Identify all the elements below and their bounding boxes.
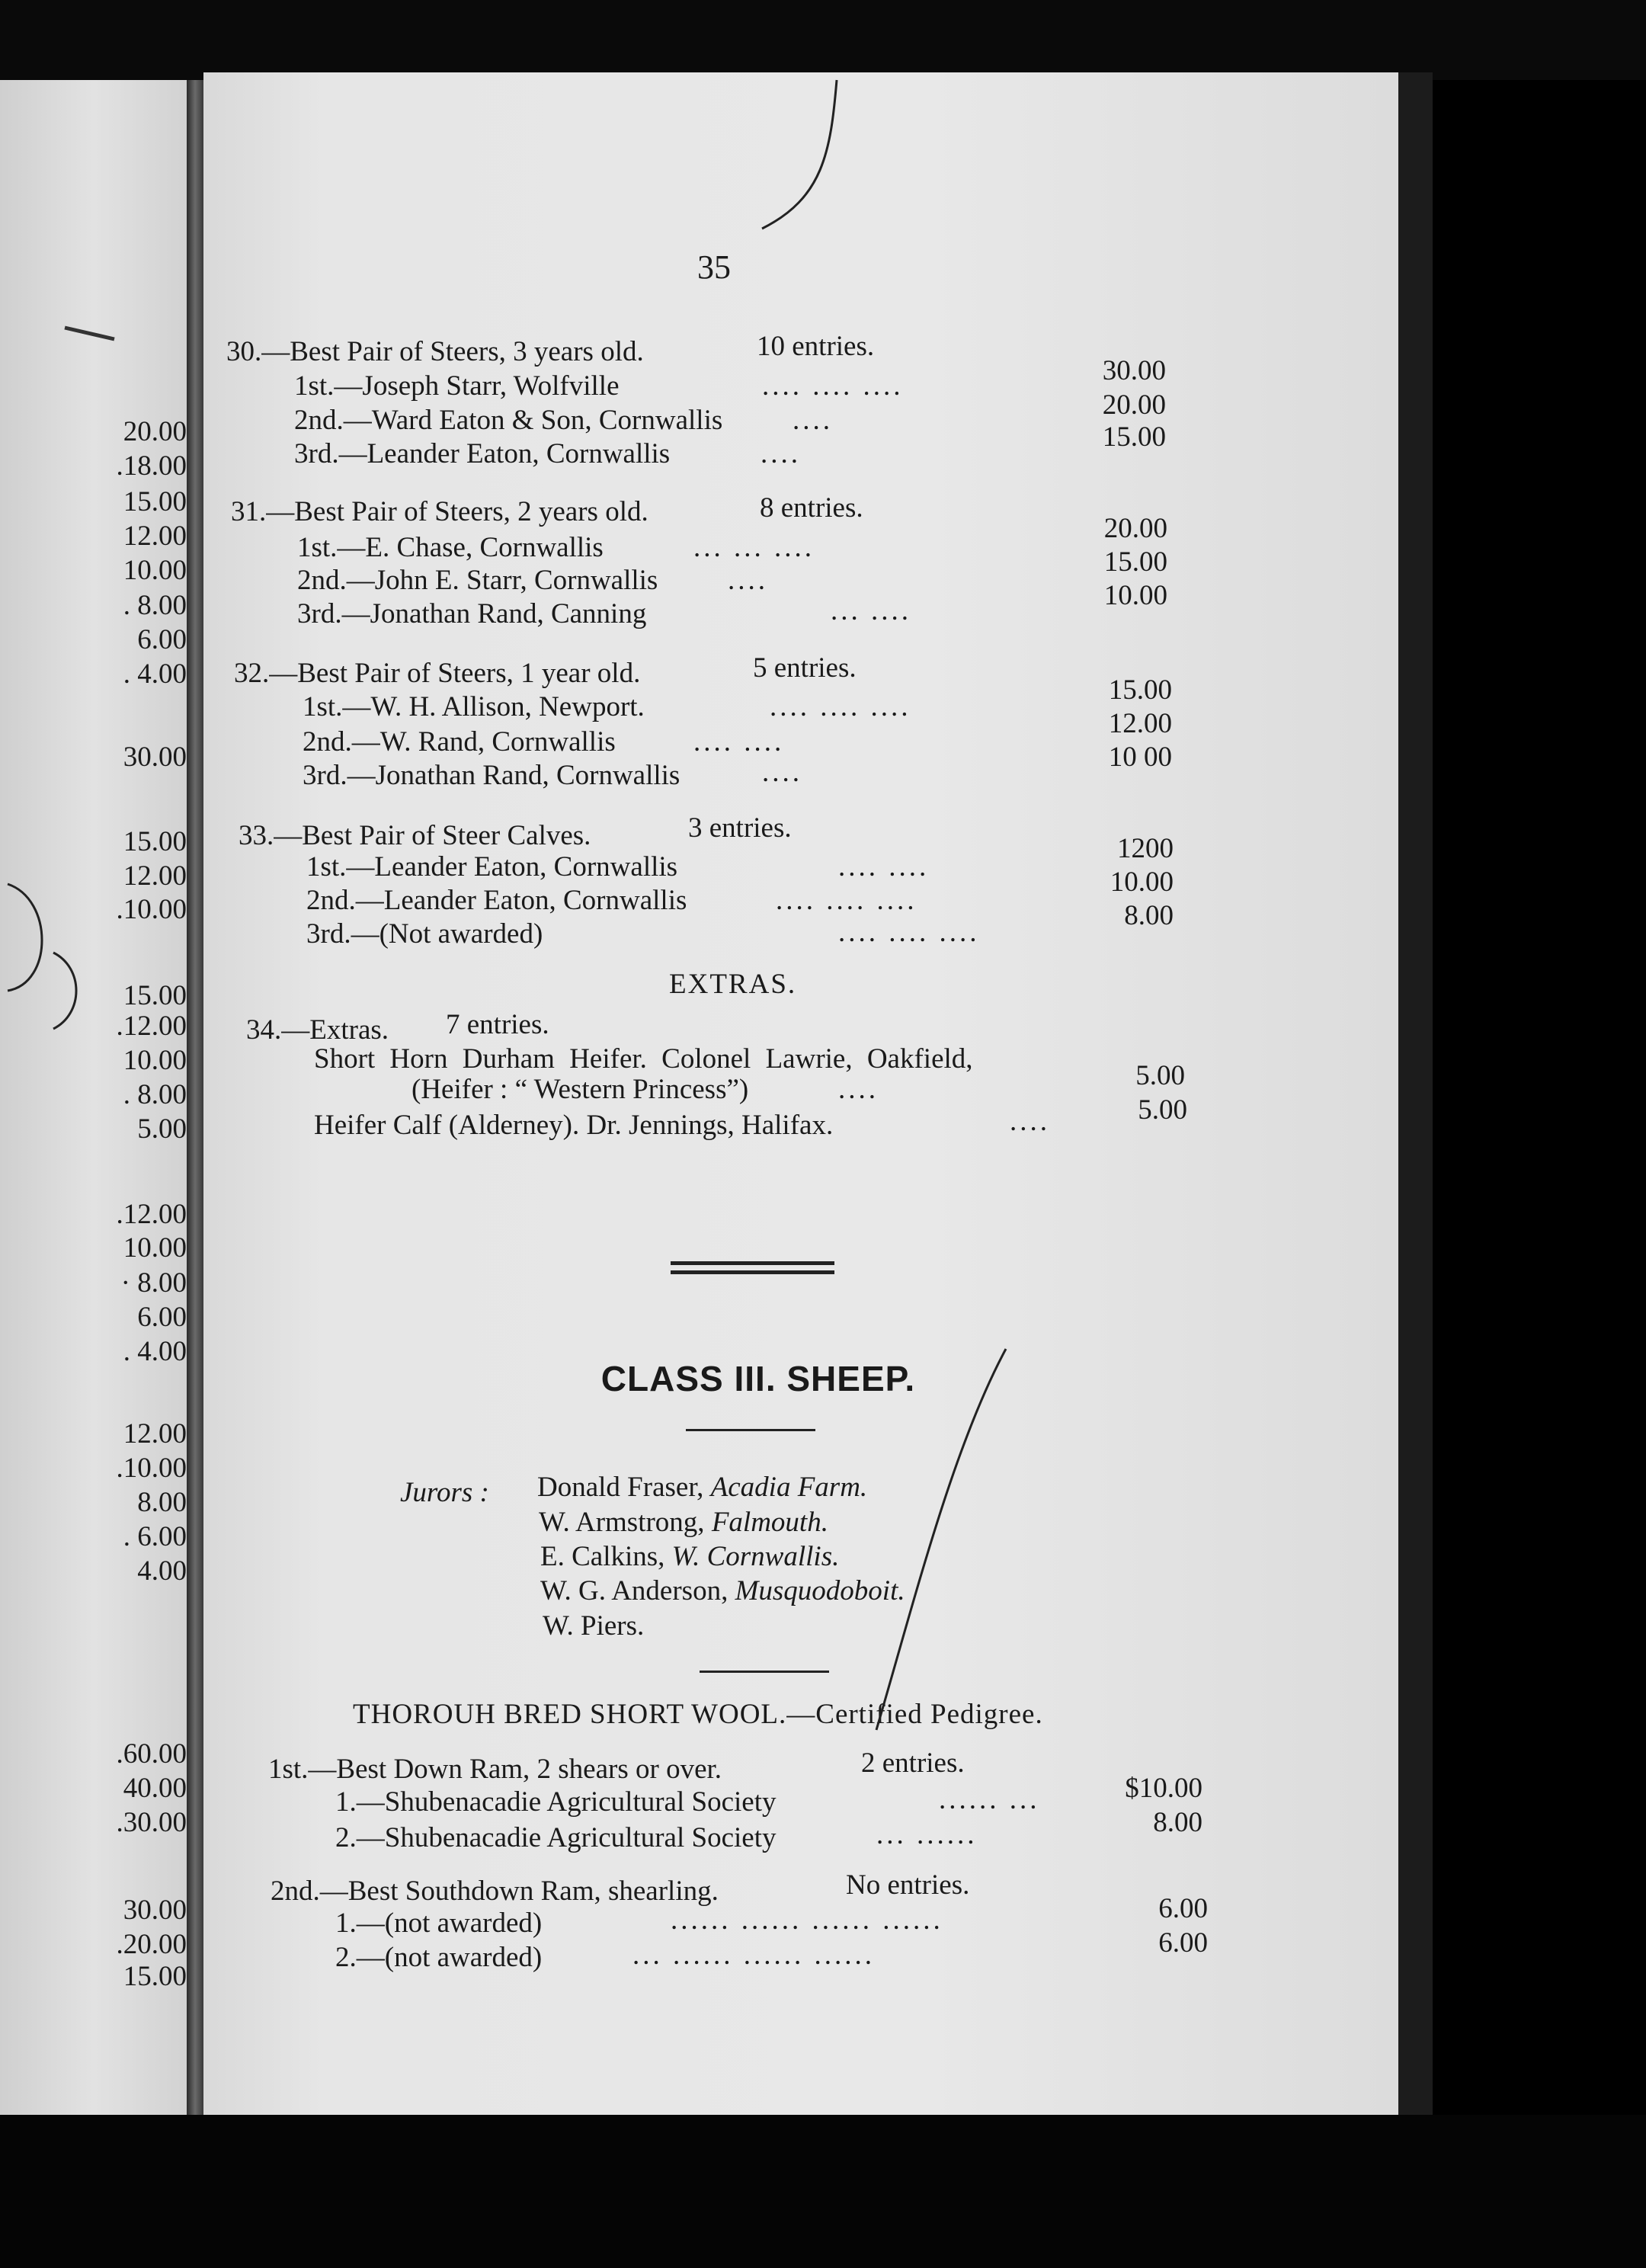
section-31-row-2-amount: 15.00 (1103, 546, 1167, 578)
left-page-amount: .30.00 (116, 1807, 187, 1838)
extras-line-2-amount: 5.00 (1135, 1060, 1185, 1091)
extras-line-3-amount: 5.00 (1138, 1094, 1187, 1126)
section-33-row-3-dots: .... .... .... (838, 917, 980, 948)
section-31-row-2: 2nd.—John E. Starr, Cornwallis (297, 565, 658, 596)
left-page-amount: 15.00 (123, 486, 187, 517)
left-page-amount: 6.00 (137, 1302, 187, 1333)
sheep-section-2-title: 2nd.—Best Southdown Ram, shearling. (271, 1876, 719, 1907)
sheep-section-1-entries: 2 entries. (861, 1747, 965, 1779)
section-33-title: 33.—Best Pair of Steer Calves. (239, 820, 591, 851)
section-31-row-3-amount: 10.00 (1103, 580, 1167, 611)
section-32-row-3-dots: .... (762, 757, 802, 788)
left-page-amount: 15.00 (123, 1961, 187, 1992)
section-33-row-1: 1st.—Leander Eaton, Cornwallis (306, 851, 678, 883)
section-32-row-2-amount: 12.00 (1108, 708, 1172, 739)
class-heading: CLASS III. SHEEP. (600, 1359, 916, 1398)
extras-line-1: Short Horn Durham Heifer. Colonel Lawrie, Oakfield, (314, 1043, 973, 1075)
sheep-section-2-row-1-dots: ...... ...... ...... ...... (671, 1904, 943, 1936)
section-32-row-1: 1st.—W. H. Allison, Newport. (303, 691, 645, 722)
left-page-amount: 30.00 (123, 1895, 187, 1926)
sheep-section-1-row-2-dots: ... ...... (876, 1819, 978, 1850)
left-page-amount: .18.00 (116, 450, 187, 482)
sheep-section-1-title: 1st.—Best Down Ram, 2 shears or over. (268, 1754, 722, 1785)
left-page-amount: 40.00 (123, 1773, 187, 1804)
left-page-amount: 12.00 (123, 860, 187, 892)
left-page-amount: .20.00 (116, 1929, 187, 1960)
section-30-row-1-dots: .... .... .... (762, 370, 904, 402)
left-page-amount: . 8.00 (123, 590, 187, 621)
left-page-amount: 10.00 (123, 555, 187, 586)
left-page-amount: 6.00 (137, 624, 187, 655)
section-30-row-3-dots: .... (761, 438, 801, 469)
left-page-amount: 10.00 (123, 1045, 187, 1076)
section-30-row-3: 3rd.—Leander Eaton, Cornwallis (294, 438, 671, 469)
juror-3-name: E. Calkins, (540, 1541, 665, 1572)
section-31-row-2-dots: .... (728, 565, 768, 596)
left-page-amount: 5.00 (137, 1113, 187, 1145)
section-32-row-3-amount: 10 00 (1108, 742, 1172, 773)
extras-title: 34.—Extras. (246, 1014, 389, 1046)
extras-line-2: (Heifer : “ Western Princess”) (412, 1074, 749, 1105)
juror-2-place: Falmouth. (711, 1507, 828, 1538)
section-33-row-3: 3rd.—(Not awarded) (306, 918, 543, 950)
sheep-section-2-row-2-amount: 6.00 (1158, 1927, 1208, 1959)
section-33-row-1-dots: .... .... (838, 851, 930, 883)
section-31-row-1-amount: 20.00 (1103, 513, 1167, 544)
juror-3-place: W. Cornwallis. (671, 1541, 840, 1572)
section-30-title: 30.—Best Pair of Steers, 3 years old. (226, 336, 644, 367)
section-30-row-2: 2nd.—Ward Eaton & Son, Cornwallis (294, 405, 723, 436)
left-page-amount: 15.00 (123, 980, 187, 1011)
left-page-amount: 15.00 (123, 826, 187, 857)
left-page-amount: . 6.00 (123, 1521, 187, 1552)
left-page-amount: .12.00 (116, 1199, 187, 1230)
juror-1-place: Acadia Farm. (710, 1472, 868, 1503)
section-30-entries: 10 entries. (757, 331, 875, 362)
left-page-amount: . 4.00 (123, 658, 187, 690)
extras-line-2-dots: .... (838, 1074, 879, 1105)
left-page-amount: .10.00 (116, 1453, 187, 1484)
juror-4-place: Musquodoboit. (735, 1575, 905, 1606)
sheep-section-2-row-1: 1.—(not awarded) (335, 1908, 543, 1939)
sheep-section-1-row-1: 1.—Shubenacadie Agricultural Society (335, 1786, 777, 1818)
section-33-row-2-amount: 10.00 (1110, 867, 1174, 898)
left-page-amount: 30.00 (123, 742, 187, 773)
left-page-amount: · 8.00 (120, 1267, 187, 1299)
section-31-row-3-dots: ... .... (831, 595, 911, 626)
juror-4-name: W. G. Anderson, (540, 1575, 729, 1606)
juror-1-name: Donald Fraser, (537, 1472, 704, 1503)
section-32-entries: 5 entries. (753, 652, 857, 684)
section-30-row-2-dots: .... (793, 405, 833, 436)
extras-line-3: Heifer Calf (Alderney). Dr. Jennings, Halifax. (314, 1110, 834, 1141)
juror-2-name: W. Armstrong, (539, 1507, 705, 1538)
section-32-title: 32.—Best Pair of Steers, 1 year old. (234, 658, 641, 689)
extras-heading: EXTRAS. (669, 969, 797, 1000)
left-page-amount: 4.00 (137, 1555, 187, 1587)
left-page-amount: .60.00 (116, 1738, 187, 1770)
left-page-amount: .10.00 (116, 894, 187, 925)
sheep-heading: THOROUH BRED SHORT WOOL.—Certified Pedigree. (353, 1699, 1043, 1730)
left-page-amount: 20.00 (123, 416, 187, 447)
sheep-section-2-row-2-dots: ... ...... ...... ...... (632, 1940, 875, 1971)
section-31-entries: 8 entries. (760, 492, 863, 524)
section-30-row-1-amount: 30.00 (1102, 355, 1166, 386)
juror-5-name: W. Piers. (543, 1610, 645, 1642)
left-page-amount: 10.00 (123, 1232, 187, 1264)
section-30-row-3-amount: 15.00 (1102, 421, 1166, 453)
section-32-row-1-dots: .... .... .... (770, 691, 911, 722)
sheep-section-2-row-2: 2.—(not awarded) (335, 1942, 543, 1973)
section-33-row-2-dots: .... .... .... (776, 885, 917, 916)
section-31-row-3: 3rd.—Jonathan Rand, Canning (297, 598, 647, 629)
left-page-amount: 8.00 (137, 1487, 187, 1518)
sheep-section-1-row-1-dots: ...... ... (939, 1784, 1040, 1815)
left-page-amount: 12.00 (123, 1418, 187, 1450)
section-31-title: 31.—Best Pair of Steers, 2 years old. (231, 496, 648, 527)
extras-entries: 7 entries. (446, 1009, 549, 1040)
section-32-row-3: 3rd.—Jonathan Rand, Cornwallis (303, 760, 680, 791)
section-31-row-1: 1st.—E. Chase, Cornwallis (297, 532, 604, 563)
sheep-section-1-row-2: 2.—Shubenacadie Agricultural Society (335, 1822, 777, 1853)
section-31-row-1-dots: ... ... .... (693, 532, 815, 563)
section-33-entries: 3 entries. (688, 812, 792, 844)
section-30-row-1: 1st.—Joseph Starr, Wolfville (294, 370, 620, 402)
page-number: 35 (697, 248, 731, 286)
section-33-row-1-amount: 1200 (1117, 833, 1174, 864)
left-page-amount: 12.00 (123, 521, 187, 552)
jurors-label: Jurors : (400, 1477, 489, 1508)
section-30-row-2-amount: 20.00 (1102, 389, 1166, 421)
left-page-amount: .12.00 (116, 1011, 187, 1042)
extras-line-3-dots: .... (1010, 1106, 1050, 1137)
section-32-row-1-amount: 15.00 (1108, 674, 1172, 706)
sheep-section-1-row-2-amount: 8.00 (1153, 1807, 1202, 1838)
section-32-row-2-dots: .... .... (693, 726, 785, 758)
sheep-section-2-row-1-amount: 6.00 (1158, 1893, 1208, 1924)
sheep-section-2-entries: No entries. (846, 1869, 970, 1901)
section-33-row-2: 2nd.—Leander Eaton, Cornwallis (306, 885, 687, 916)
left-page-amount: . 4.00 (123, 1336, 187, 1367)
sheep-section-1-row-1-amount: $10.00 (1125, 1773, 1202, 1804)
left-page-amount: . 8.00 (123, 1079, 187, 1110)
section-33-row-3-amount: 8.00 (1124, 900, 1174, 931)
section-32-row-2: 2nd.—W. Rand, Cornwallis (303, 726, 616, 758)
